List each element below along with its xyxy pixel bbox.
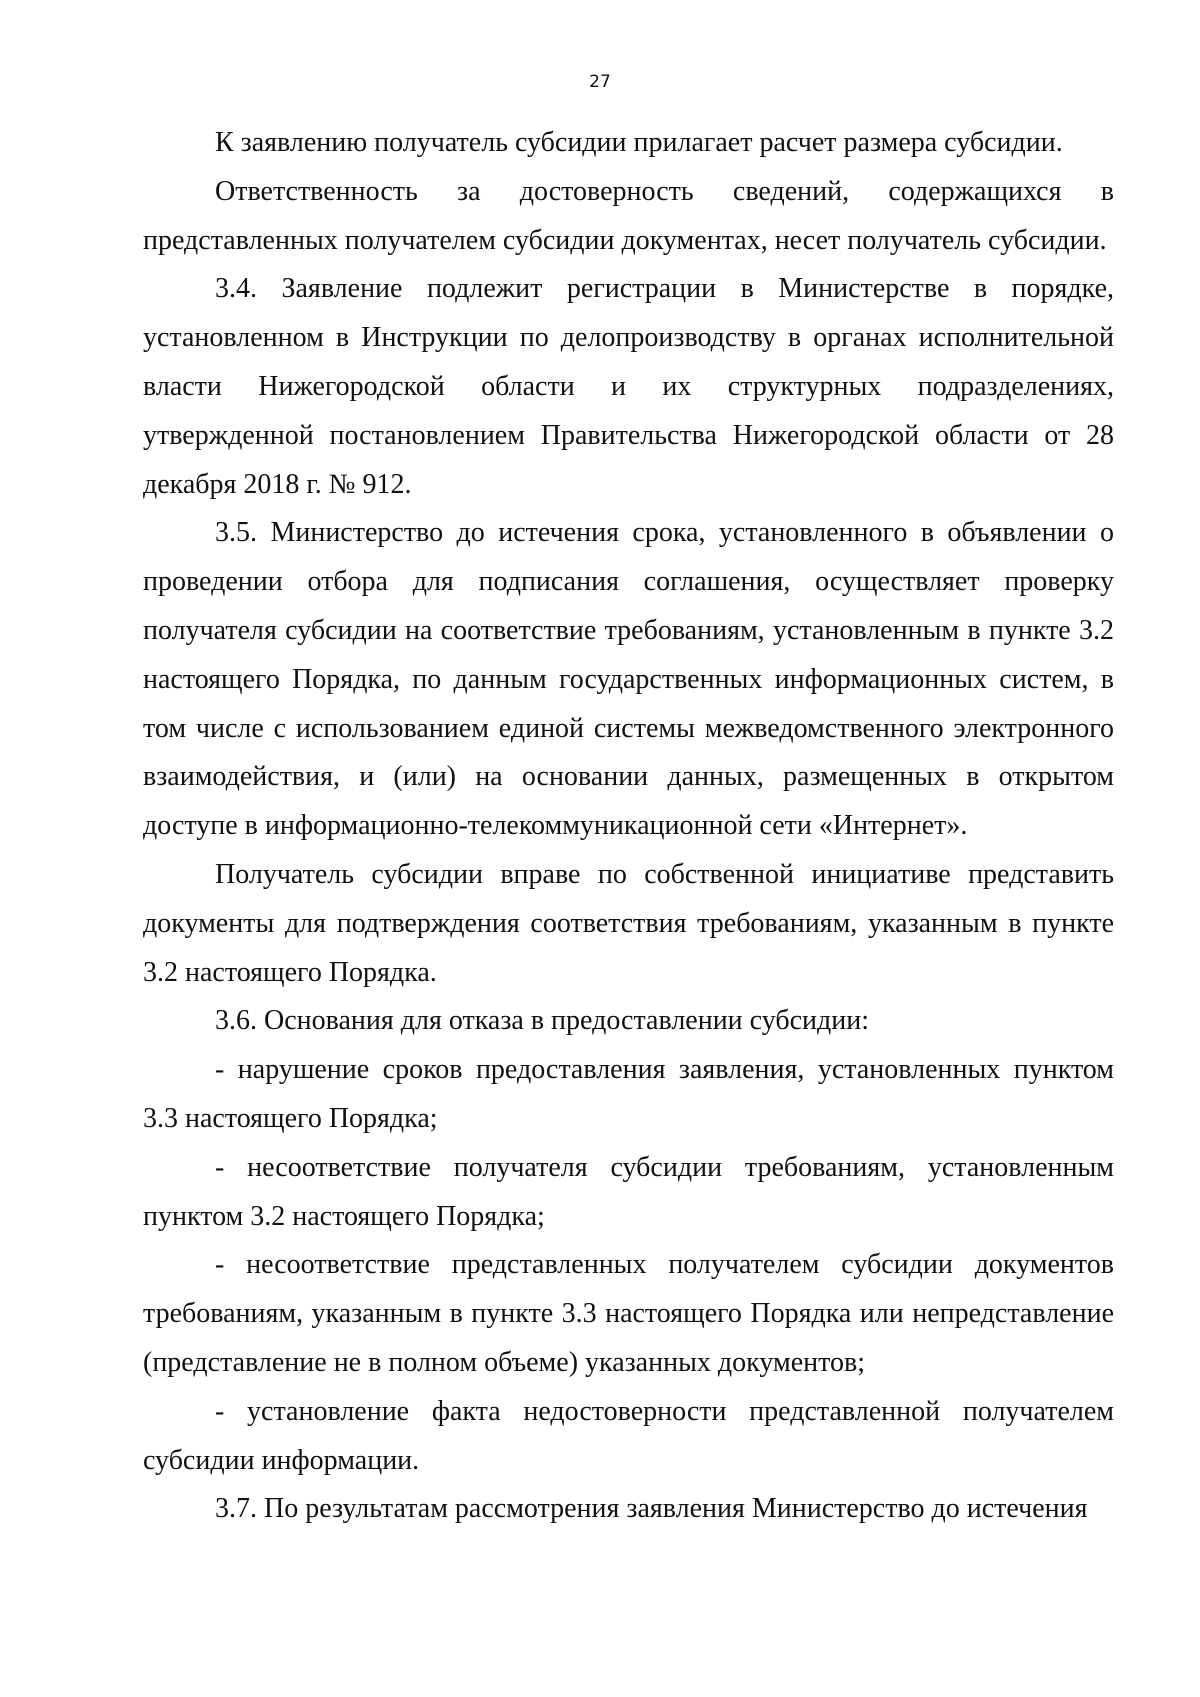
paragraph-3-5-verification: 3.5. Министерство до истечения срока, установленного в объявлении о проведении отбора для подписания соглашения, осуществляет проверку получателя субсидии на соответствие требованиям, установленным в пункте 3.2 настоящего Порядка, по данным государственных информационных систем, в том числе с использованием единой системы межведомственного электронного взаимодействия, и (или) на основании данных, размещенных в открытом доступе в информационно-телекоммуникационной сети «Интернет». — [143, 517, 1114, 842]
paragraph-own-initiative-documents: Получатель субсидии вправе по собственной инициативе представить документы для подтверждения соответствия требованиям, указанным в пункте 3.2 настоящего Порядка. — [143, 858, 1114, 988]
document-body — [143, 119, 1114, 1534]
paragraph-responsibility: Ответственность за достоверность сведений, содержащихся в представленных получателем субсидии документах, несет получатель субсидии. — [143, 175, 1114, 256]
list-item-false-information: - установление факта недостоверности представленной получателем субсидии информации. — [143, 1395, 1114, 1476]
page-number: 27 — [589, 72, 611, 92]
paragraph-3-4-registration: 3.4. Заявление подлежит регистрации в Министерстве в порядке, установленном в Инструкции по делопроизводству в органах исполнительной власти Нижегородской области и их структурных подразделениях, утвержденной постановлением Правительства Нижегородской области от 28 декабря 2018 г. № 912. — [143, 273, 1114, 500]
list-item-deadline-violation: - нарушение сроков предоставления заявления, установленных пунктом 3.3 настоящего Порядка; — [143, 1054, 1114, 1134]
paragraph-3-7-review-results: 3.7. По результатам рассмотрения заявления Министерство до истечения — [215, 1493, 1088, 1525]
list-item-documents-nonconformity: - несоответствие представленных получателем субсидии документов требованиям, указанным в пункте 3.3 настоящего Порядка или непредставление (представление не в полном объеме) указанных документов; — [143, 1249, 1114, 1378]
paragraph-3-6-refusal-grounds: 3.6. Основания для отказа в предоставлении субсидии: — [215, 1005, 870, 1037]
list-item-recipient-nonconformity: - несоответствие получателя субсидии требованиям, установленным пунктом 3.2 настоящего Порядка; — [143, 1151, 1114, 1232]
paragraph-attachment-calculation: К заявлению получатель субсидии прилагает расчет размера субсидии. — [215, 127, 1063, 158]
